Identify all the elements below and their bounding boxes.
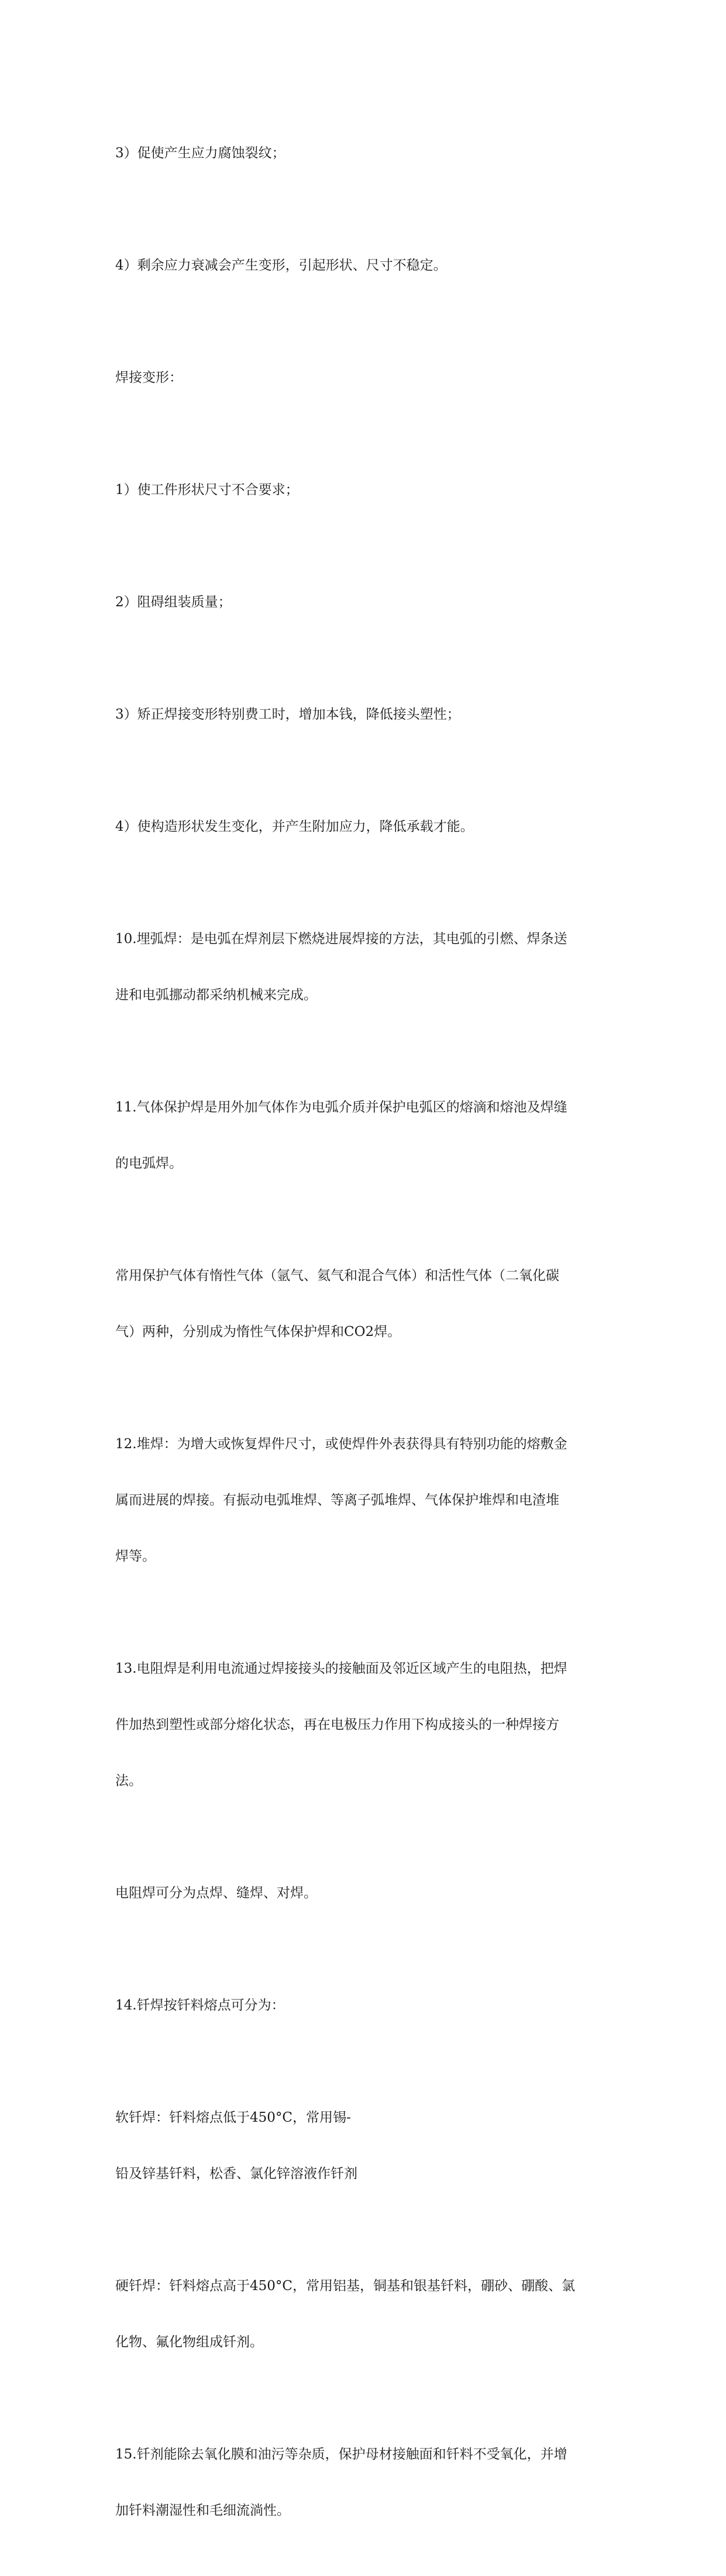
paragraph [115,1397,613,1603]
text-line: 14.钎焊按钎料熔点可分为： [115,1998,285,2013]
paragraph [115,1846,613,1940]
paragraph [115,892,613,1042]
text-line: 化物、氟化物组成钎剂。 [115,2335,263,2350]
paragraph [115,1061,613,1210]
text-line: 法。 [115,1773,142,1788]
paragraph [115,219,613,312]
text-line: 电阻焊可分为点焊、缝焊、对焊。 [115,1886,317,1901]
text-line: 13.电阻焊是利用电流通过焊接接头的接触面及邻近区域产生的电阻热，把焊 [115,1661,567,1676]
text-line: 属而进展的焊接。有振动电弧堆焊、等离子弧堆焊、气体保护堆焊和电渣堆 [115,1493,559,1508]
paragraph [115,555,613,649]
text-line: 15.钎剂能除去氧化膜和油污等杂质，保护母材接触面和钎料不受氧化，并增 [115,2447,567,2462]
text-line: 4）剩余应力衰减会产生变形，引起形状、尺寸不稳定。 [115,258,447,273]
text-line: 焊等。 [115,1549,156,1564]
paragraph [115,668,613,761]
paragraph [115,106,613,200]
text-line: 3）促使产生应力腐蚀裂纹； [115,146,285,161]
text-line: 进和电弧挪动都采纳机械来完成。 [115,987,317,1003]
paragraph [115,2408,613,2557]
text-line: 常用保护气体有惰性气体（氩气、氦气和混合气体）和活性气体（二氧化碳 [115,1268,559,1283]
paragraph [115,331,613,424]
text-line: 12.堆焊：为增大或恢复焊件尺寸，或使焊件外表获得具有特别功能的熔敷金 [115,1437,567,1452]
paragraph [115,2071,613,2221]
paragraph [115,780,613,873]
text-line: 焊接变形： [115,370,183,385]
text-line: 加钎料潮湿性和毛细流淌性。 [115,2503,290,2518]
paragraph [115,1229,613,1379]
text-line: 2）阻碍组装质量； [115,595,232,610]
text-line: 气）两种，分别成为惰性气体保护焊和CO2焊。 [115,1324,401,1339]
text-line: 的电弧焊。 [115,1156,183,1171]
text-line: 10.埋弧焊：是电弧在焊剂层下燃烧进展焊接的方法，其电弧的引燃、焊条送 [115,931,567,947]
paragraph [115,2239,613,2389]
text-line: 软钎焊：钎料熔点低于450°C，常用锡- [115,2110,351,2125]
document-body [115,106,613,2576]
paragraph [115,1959,613,2052]
text-line: 11.气体保护焊是用外加气体作为电弧介质并保护电弧区的熔滴和熔池及焊缝 [115,1100,567,1115]
text-line: 硬钎焊：钎料熔点高于450°C，常用铝基，铜基和银基钎料，硼砂、硼酸、氯 [115,2278,575,2294]
text-line: 1）使工件形状尺寸不合要求； [115,482,299,498]
text-line: 铅及锌基钎料，松香、氯化锌溶液作钎剂 [115,2166,357,2181]
paragraph [115,443,613,537]
text-line: 件加热到塑性或部分熔化状态，再在电极压力作用下构成接头的一种焊接方 [115,1717,559,1732]
paragraph [115,1622,613,1828]
text-line: 3）矫正焊接变形特别费工时，增加本钱，降低接头塑性； [115,707,460,722]
text-line: 4）使构造形状发生变化，并产生附加应力，降低承载才能。 [115,819,474,834]
